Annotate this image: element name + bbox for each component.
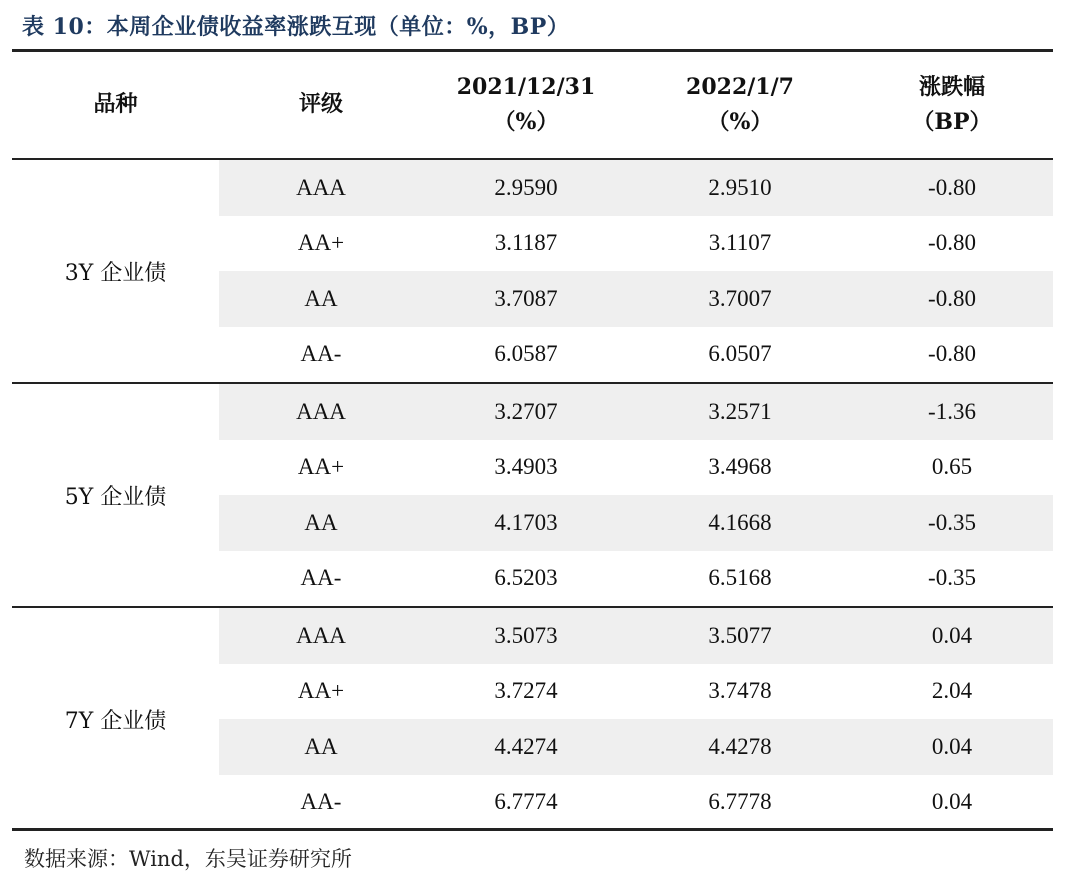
change-bp-cell: 0.04 [851,607,1053,664]
header-date1 [423,52,629,159]
yield-2021-12-31-cell: 4.4274 [423,719,629,775]
rating-cell: AAA [219,383,423,440]
table-row [12,383,1053,440]
header-product [12,52,219,159]
change-bp-cell: 0.04 [931,789,973,815]
yield-2021-12-31-cell: 3.7087 [423,271,629,327]
rating-cell: AA [219,495,423,551]
rating-cell: AA+ [297,230,345,256]
change-bp-cell: 2.04 [931,678,973,704]
change-bp-cell: -0.80 [928,341,976,367]
change-bp-cell: -0.80 [851,271,1053,327]
yield-2022-1-7-cell: 3.1107 [708,230,772,256]
yield-2022-1-7-cell: 3.4968 [708,454,772,480]
yield-2022-1-7-cell: 6.0507 [708,341,772,367]
header-date1-line2: （%） [493,109,559,135]
rating-cell: AA- [300,341,342,367]
yield-2021-12-31-cell: 3.2707 [423,383,629,440]
product-cell-7y: 7Y 企业债 [12,607,219,830]
yield-2021-12-31-cell: 3.1187 [494,230,558,256]
yield-2021-12-31-cell: 3.7274 [494,678,558,704]
yield-2021-12-31-cell: 6.7774 [494,789,558,815]
yield-2021-12-31-cell: 3.5073 [423,607,629,664]
header-product-label: 品种 [93,91,138,118]
yield-2022-1-7-cell: 6.7778 [708,789,772,815]
yield-2022-1-7-cell: 3.2571 [629,383,851,440]
yield-2022-1-7-cell: 4.1668 [629,495,851,551]
table-row [12,607,1053,664]
change-bp-cell: -0.35 [851,495,1053,551]
rating-cell: AA- [300,789,342,815]
change-bp-cell: -0.35 [928,565,976,591]
header-change-line1: 涨跌幅 [918,73,985,100]
bond-yield-table [12,52,1053,830]
change-bp-cell: -0.80 [928,230,976,256]
rating-cell: AA [219,271,423,327]
rating-cell: AA+ [297,454,345,480]
yield-2021-12-31-cell: 4.1703 [423,495,629,551]
header-date2-line2: （%） [707,109,773,135]
yield-2021-12-31-cell: 6.5203 [494,565,558,591]
rating-cell: AA+ [297,678,345,704]
yield-2021-12-31-cell: 6.0587 [494,341,558,367]
rating-cell: AA [219,719,423,775]
header-change [851,52,1053,159]
change-bp-cell: 0.04 [851,719,1053,775]
header-rating [219,52,423,159]
yield-2022-1-7-cell: 3.7478 [708,678,772,704]
yield-2022-1-7-cell: 4.4278 [629,719,851,775]
rating-cell: AAA [219,607,423,664]
yield-2022-1-7-cell: 3.5077 [629,607,851,664]
data-source-note: 数据来源：Wind，东吴证券研究所 [24,847,352,871]
change-bp-cell: 0.65 [931,454,973,480]
header-change-line2: （BP） [912,109,992,135]
product-cell-3y: 3Y 企业债 [12,159,219,383]
yield-2022-1-7-cell: 6.5168 [708,565,772,591]
rating-cell: AA- [300,565,342,591]
yield-2022-1-7-cell: 2.9510 [629,159,851,216]
header-rating-label: 评级 [298,91,343,118]
bottom-rule [12,828,1053,831]
header-date2 [629,52,851,159]
table-row [12,159,1053,216]
rating-cell: AAA [219,159,423,216]
table-caption: 表 10：本周企业债收益率涨跌互现（单位：%，BP） [22,14,570,40]
header-date2-line1: 2022/1/7 [686,73,794,100]
change-bp-cell: -1.36 [851,383,1053,440]
header-date1-line1: 2021/12/31 [456,73,596,100]
change-bp-cell: -0.80 [851,159,1053,216]
yield-2021-12-31-cell: 2.9590 [423,159,629,216]
header-row [12,52,1053,159]
yield-2021-12-31-cell: 3.4903 [494,454,558,480]
yield-2022-1-7-cell: 3.7007 [629,271,851,327]
product-cell-5y: 5Y 企业债 [12,383,219,607]
